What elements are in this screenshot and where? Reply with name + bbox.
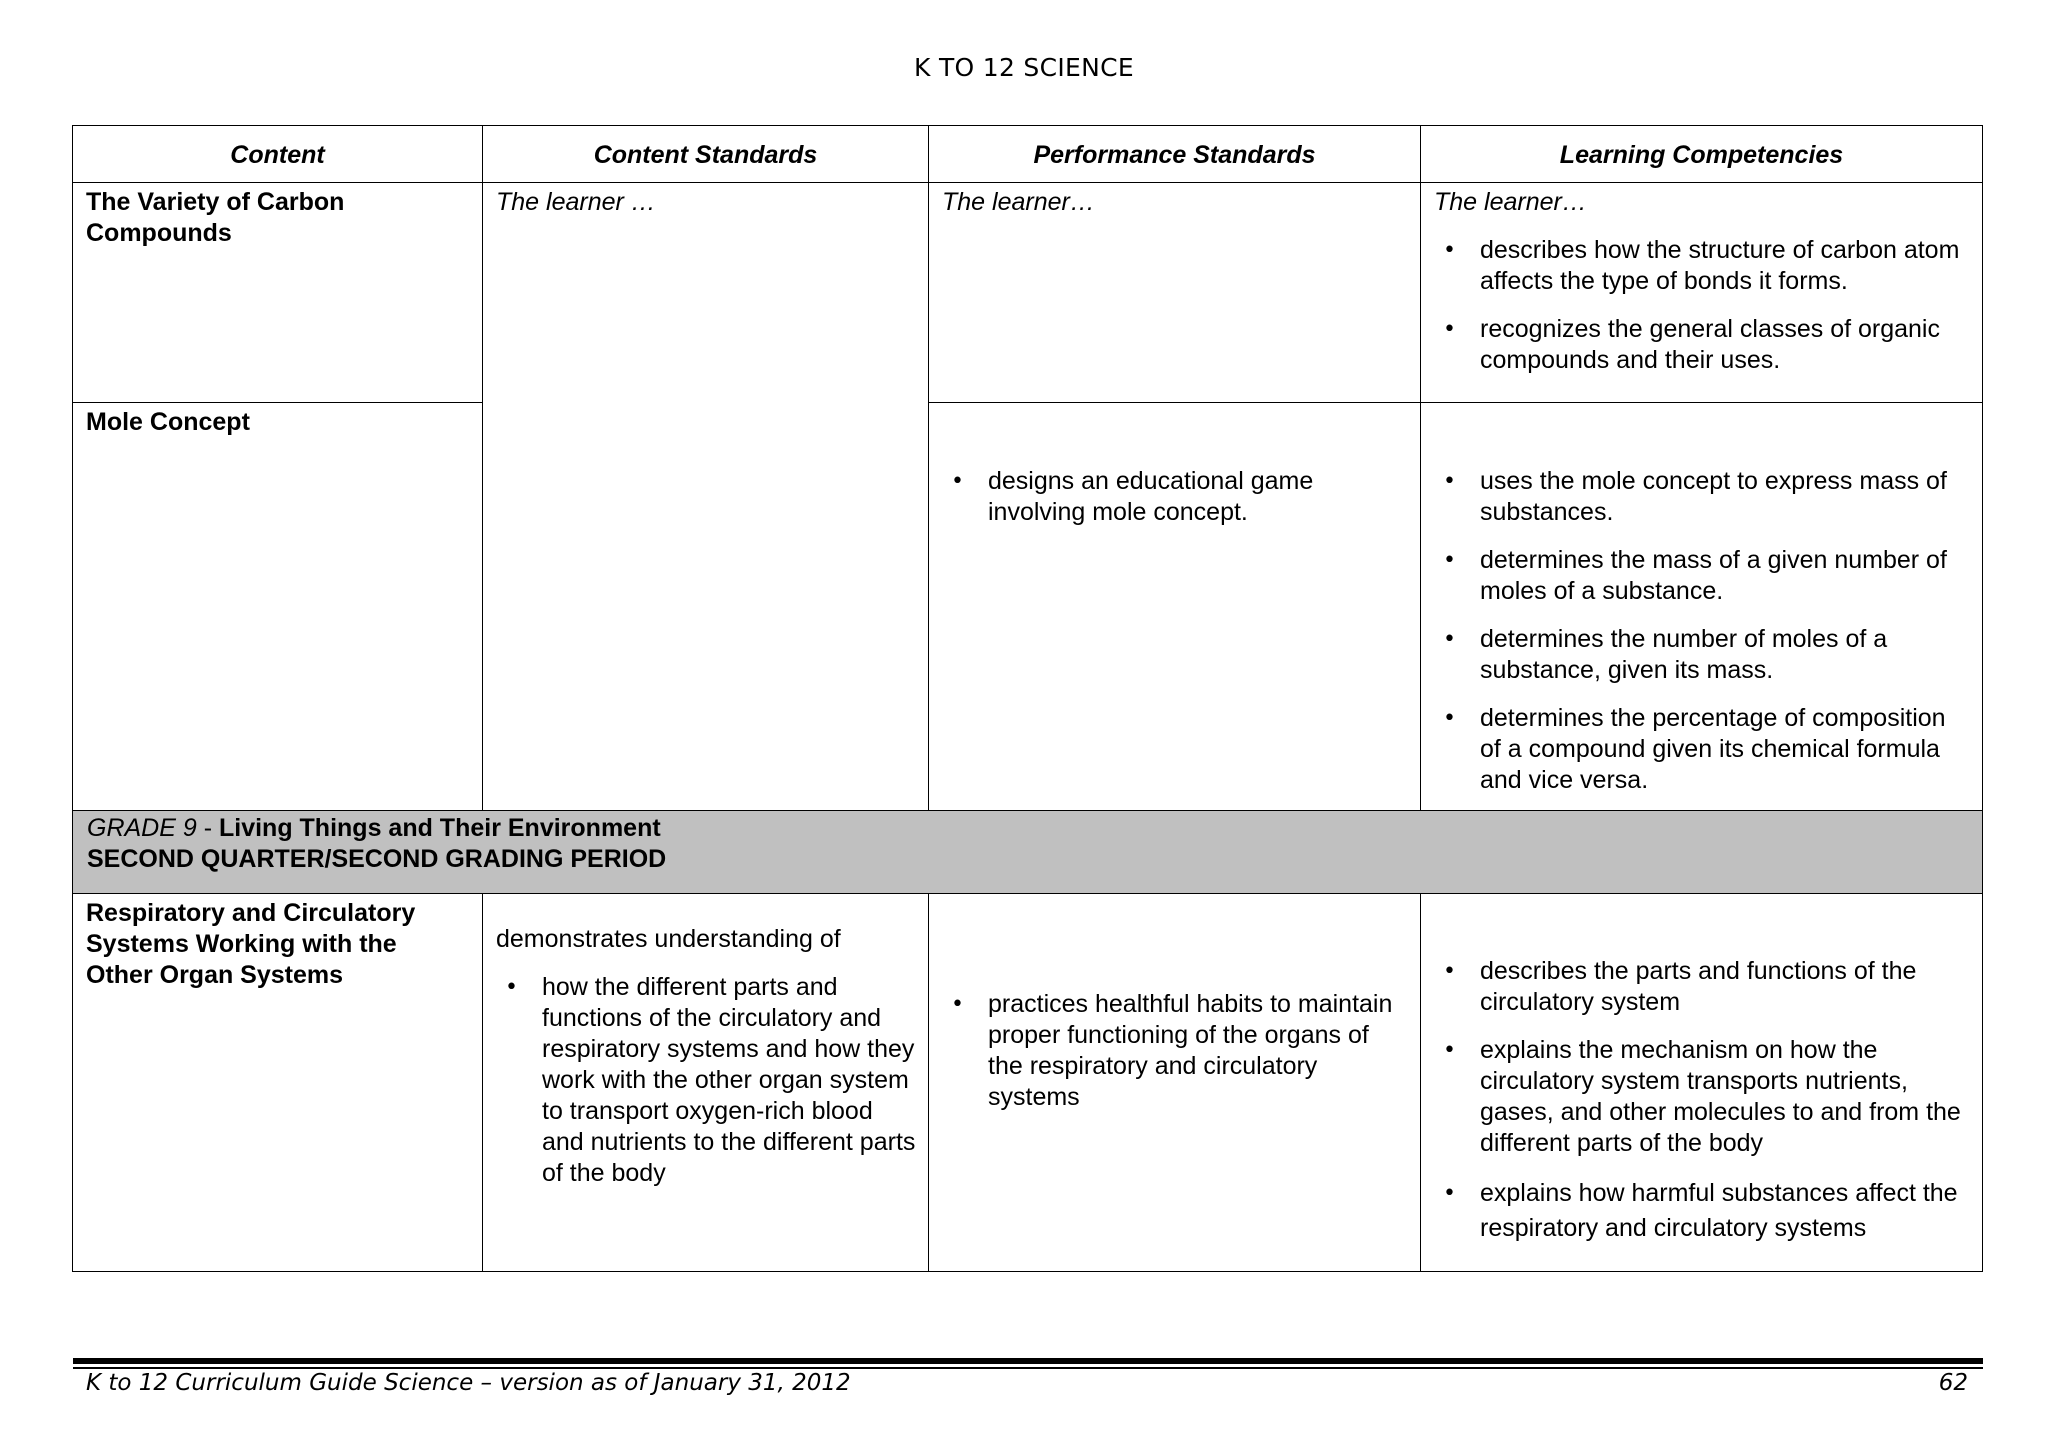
learning-competencies-cell-mole <box>1421 403 1983 811</box>
list-item: • explains how harmful substances affect the respiratory and circulatory systems <box>1434 1176 1970 1246</box>
table-header-row <box>73 126 1983 183</box>
learning-competencies-cell-carbon <box>1421 183 1983 403</box>
ps-list-mole <box>942 466 1408 528</box>
list-item: • determines the mass of a given number of moles of a substance. <box>1434 545 1970 607</box>
grade-band-row <box>73 811 1983 894</box>
list-item: • designs an educational game involving mole concept. <box>942 466 1408 528</box>
list-item: • practices healthful habits to maintain proper functioning of the organs of the respiratory and circulatory systems <box>942 989 1408 1113</box>
performance-standards-cell-carbon: The learner… <box>929 183 1421 403</box>
footer-divider-thick <box>73 1358 1983 1364</box>
table-row-mole-concept <box>73 403 1983 811</box>
footer-divider-thin <box>73 1367 1983 1369</box>
list-item: • how the different parts and functions of the circulatory and respiratory systems and how they work with the other organ system to transport oxygen-rich blood and nutrients to the different parts of the body <box>496 972 916 1189</box>
list-item: • recognizes the general classes of organic compounds and their uses. <box>1434 314 1970 376</box>
learning-competencies-cell-respiratory <box>1421 894 1983 1272</box>
grade-theme-line <box>87 813 1968 844</box>
content-standards-cell-respiratory <box>483 894 929 1272</box>
curriculum-table <box>72 125 1983 1272</box>
cs-list-respiratory <box>496 972 916 1189</box>
page-number: 62 <box>1938 1370 1968 1396</box>
lc-list-carbon <box>1434 235 1970 376</box>
grade-theme: Living Things and Their Environment <box>218 814 661 842</box>
list-item: • determines the percentage of composition of a compound given its chemical formula and vice versa. <box>1434 703 1970 796</box>
grading-period-label: SECOND QUARTER/SECOND GRADING PERIOD <box>87 845 667 873</box>
list-item: • describes how the structure of carbon atom affects the type of bonds it forms. <box>1434 235 1970 297</box>
content-cell-mole-concept: Mole Concept <box>73 403 483 811</box>
grade-band-cell <box>73 811 1983 894</box>
performance-standards-cell-respiratory <box>929 894 1421 1272</box>
performance-standards-cell-mole <box>929 403 1421 811</box>
grade-label: GRADE 9 <box>87 814 197 842</box>
ps-list-respiratory <box>942 989 1408 1113</box>
table-row-respiratory-circulatory <box>73 894 1983 1272</box>
column-header-learning-competencies: Learning Competencies <box>1421 126 1983 183</box>
column-header-content: Content <box>73 126 483 183</box>
list-item: • determines the number of moles of a substance, given its mass. <box>1434 624 1970 686</box>
lc-list-mole <box>1434 466 1970 796</box>
page-header-title: K TO 12 SCIENCE <box>914 53 1134 82</box>
content-cell-respiratory-circulatory: Respiratory and Circulatory Systems Working with the Other Organ Systems <box>73 894 483 1272</box>
grade-separator: - <box>196 814 219 842</box>
list-item: • explains the mechanism on how the circulatory system transports nutrients, gases, and other molecules to and from the different parts of the body <box>1434 1035 1970 1159</box>
lc-intro-text: The learner… <box>1434 188 1587 216</box>
content-cell-carbon-compounds: The Variety of Carbon Compounds <box>73 183 483 403</box>
cs-intro-text: demonstrates understanding of <box>496 925 841 953</box>
column-header-content-standards: Content Standards <box>483 126 929 183</box>
column-header-performance-standards: Performance Standards <box>929 126 1421 183</box>
lc-list-respiratory <box>1434 956 1970 1246</box>
content-standards-cell: The learner … <box>483 183 929 811</box>
list-item: • describes the parts and functions of the circulatory system <box>1434 956 1970 1018</box>
table-row-carbon-compounds <box>73 183 1983 403</box>
list-item: • uses the mole concept to express mass of substances. <box>1434 466 1970 528</box>
footer-version-text: K to 12 Curriculum Guide Science – version as of January 31, 2012 <box>86 1370 851 1396</box>
